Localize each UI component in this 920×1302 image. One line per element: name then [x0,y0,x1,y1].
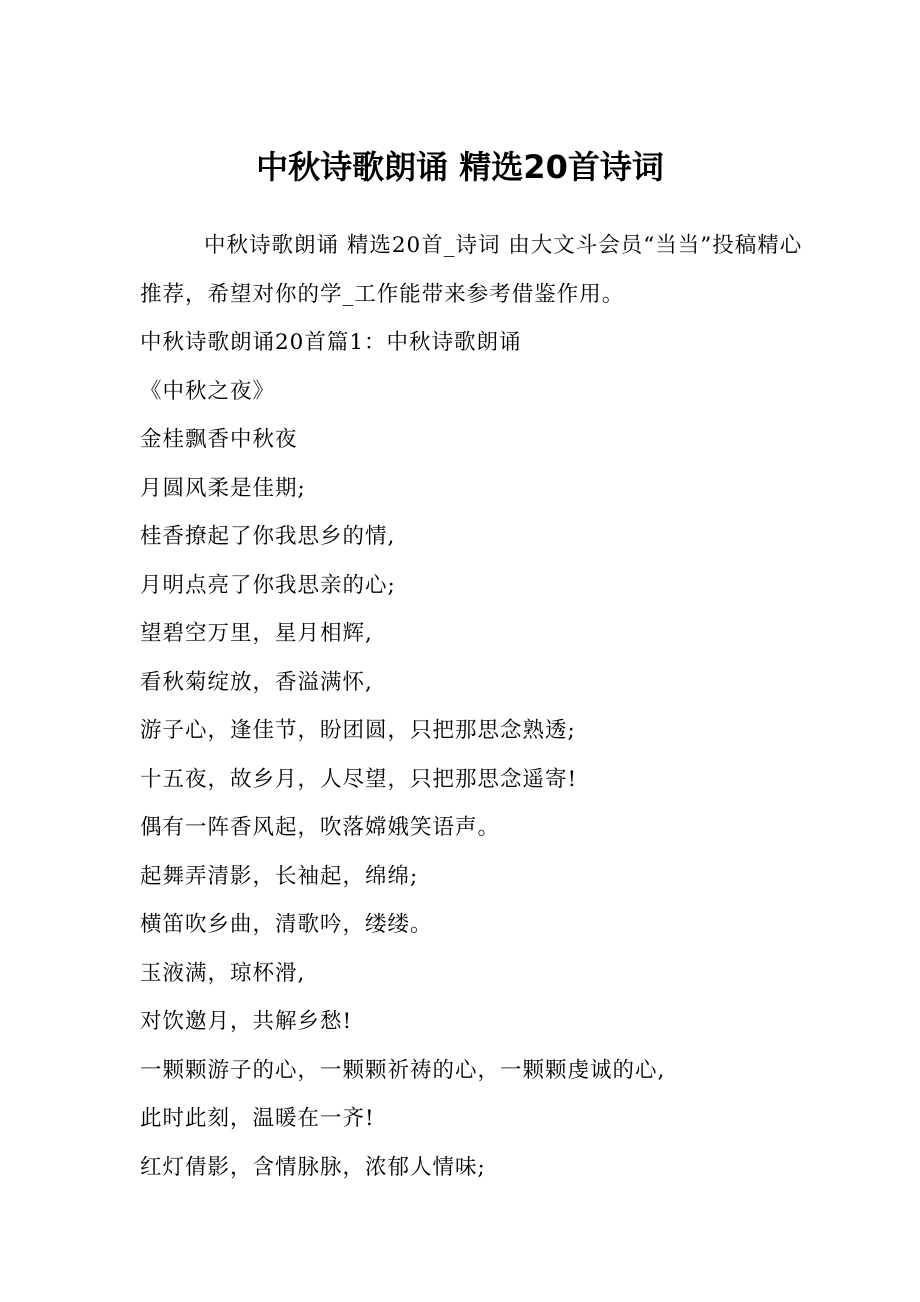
poem-line: 起舞弄清影，长袖起，绵绵; [140,863,419,889]
poem-line: 桂香撩起了你我思乡的情, [140,524,396,549]
poem-line: 对饮邀月，共解乡愁! [140,1009,353,1034]
subheading-line: 中秋诗歌朗诵20首篇1：中秋诗歌朗诵 [140,330,522,355]
poem-line: 偶有一阵香风起，吹落嫦娥笑语声。 [140,815,501,840]
poem-line: 金桂飘香中秋夜 [140,427,298,452]
poem-title: 《中秋之夜》 [140,378,276,404]
poem-line: 此时此刻，温暖在一齐! [140,1106,375,1131]
poem-line: 红灯倩影，含情脉脉，浓郁人情味; [140,1154,486,1180]
document-title: 中秋诗歌朗诵 精选20首诗词 [256,148,664,186]
poem-line: 横笛吹乡曲，清歌吟，缕缕。 [140,912,433,937]
poem-line: 望碧空万里，星月相辉, [140,621,373,646]
poem-line: 十五夜，故乡月，人尽望，只把那思念遥寄! [140,766,578,792]
document-body [140,222,820,1192]
poem-line: 一颗颗游子的心，一颗颗祈祷的心，一颗颗虔诚的心, [140,1057,666,1083]
poem-line: 玉液满，琼杯滑, [140,960,306,986]
intro-paragraph: 中秋诗歌朗诵 精选20首_诗词 由大文斗会员“当当”投稿精心推荐，希望对你的学_工作能带来参考借鉴作用。 [140,233,803,307]
poem-line: 月明点亮了你我思亲的心; [140,572,396,598]
poem-line: 看秋菊绽放，香溢满怀, [140,669,373,695]
poem-line: 月圆风柔是佳期; [140,475,306,501]
poem-line: 游子心，逢佳节，盼团圆，只把那思念熟透; [140,718,576,743]
